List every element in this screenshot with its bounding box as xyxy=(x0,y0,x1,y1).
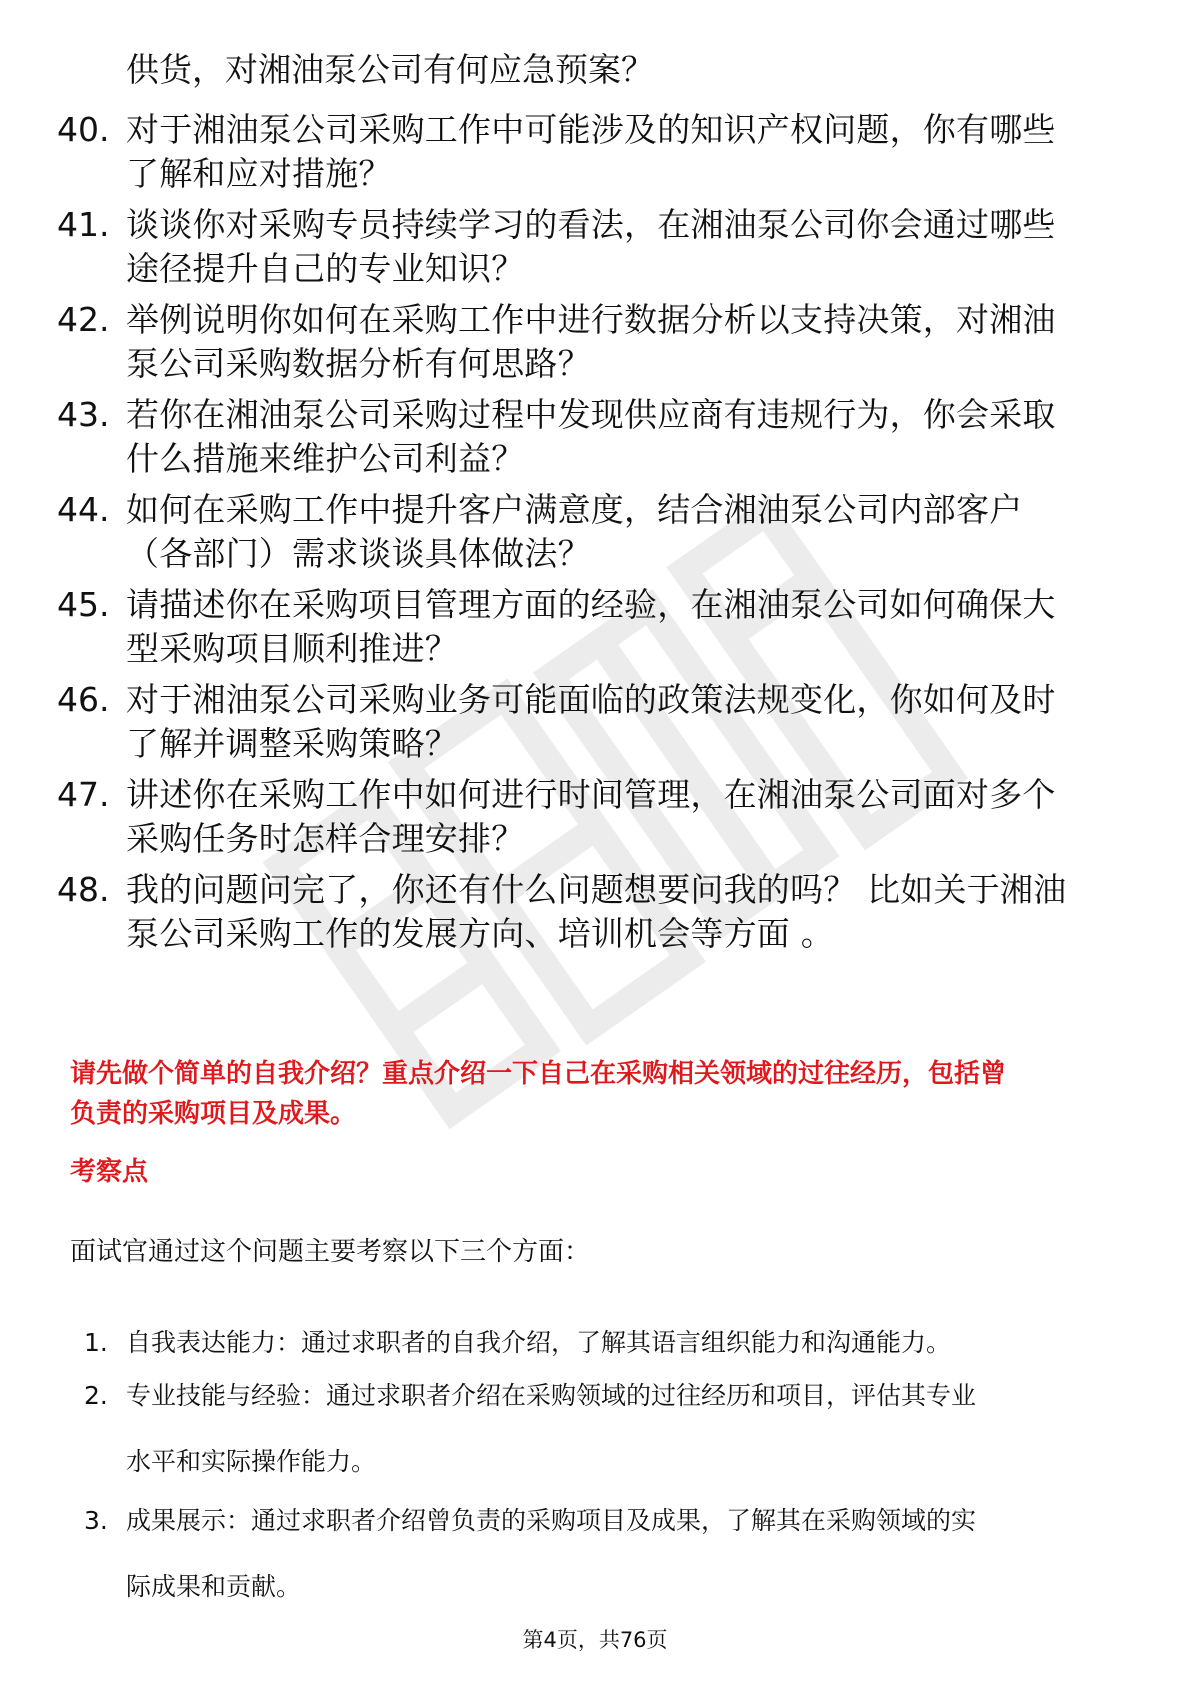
question-number: 45. xyxy=(57,585,110,624)
question-text: 对于湘油泵公司采购工作中可能涉及的知识产权问题，你有哪些 了解和应对措施？ xyxy=(126,110,1056,193)
question-continuation: 供货，对湘油泵公司有何应急预案？ xyxy=(126,50,654,89)
question-text: 举例说明你如何在采购工作中进行数据分析以支持决策，对湘油 泵公司采购数据分析有何思路？ xyxy=(126,300,1056,383)
question-number: 44. xyxy=(57,490,110,529)
check-point-text: 自我表达能力：通过求职者的自我介绍，了解其语言组织能力和沟通能力。 xyxy=(126,1328,952,1357)
question-text: 谈谈你对采购专员持续学习的看法，在湘油泵公司你会通过哪些 途径提升自己的专业知识？ xyxy=(126,205,1056,288)
question-text: 对于湘油泵公司采购业务可能面临的政策法规变化，你如何及时 了解并调整采购策略？ xyxy=(126,680,1056,763)
question-number: 46. xyxy=(57,680,110,719)
question-text: 讲述你在采购工作中如何进行时间管理，在湘油泵公司面对多个 采购任务时怎样合理安排？ xyxy=(126,775,1056,858)
check-points-heading: 考察点 xyxy=(70,1157,149,1187)
highlight-question: 请先做个简单的自我介绍？重点介绍一下自己在采购相关领域的过往经历，包括曾 负责的采购项目及成果。 xyxy=(70,1059,1007,1129)
check-point-number: 3. xyxy=(84,1506,108,1535)
question-number: 42. xyxy=(57,300,110,339)
question-text: 我的问题问完了，你还有什么问题想要问我的吗？ 比如关于湘油 泵公司采购工作的发展方向、培训机会等方面 。 xyxy=(126,870,1067,953)
check-point-text: 专业技能与经验：通过求职者介绍在采购领域的过往经历和项目，评估其专业 水平和实际操作能力。 xyxy=(126,1381,977,1476)
question-text: 如何在采购工作中提升客户满意度，结合湘油泵公司内部客户 （各部门）需求谈谈具体做法？ xyxy=(126,490,1023,573)
question-number: 41. xyxy=(57,205,110,244)
question-number: 40. xyxy=(57,110,110,149)
check-point-text: 成果展示：通过求职者介绍曾负责的采购项目及成果，了解其在采购领域的实 际成果和贡献。 xyxy=(126,1506,977,1601)
check-points-intro: 面试官通过这个问题主要考察以下三个方面： xyxy=(70,1237,591,1267)
check-point-number: 1. xyxy=(84,1328,108,1357)
question-number: 43. xyxy=(57,395,110,434)
check-point-number: 2. xyxy=(84,1381,108,1410)
question-text: 若你在湘油泵公司采购过程中发现供应商有违规行为，你会采取 什么措施来维护公司利益？ xyxy=(126,395,1056,478)
question-text: 请描述你在采购项目管理方面的经验，在湘油泵公司如何确保大 型采购项目顺利推进？ xyxy=(126,585,1056,668)
page-number: 第4页，共76页 xyxy=(522,1628,668,1652)
question-number: 48. xyxy=(57,870,110,909)
question-number: 47. xyxy=(57,775,110,814)
